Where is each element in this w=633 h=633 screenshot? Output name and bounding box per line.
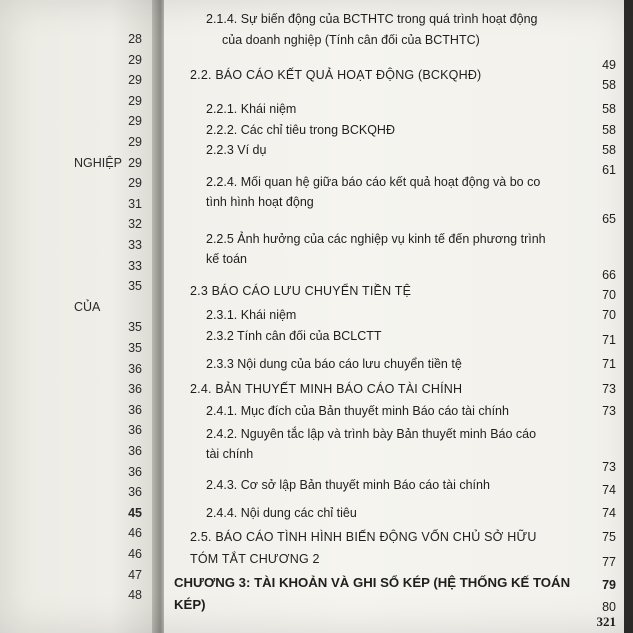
left-page-row xyxy=(0,71,152,91)
left-page-row xyxy=(0,421,152,441)
left-page-number: 45 xyxy=(128,505,142,520)
left-page-number: 46 xyxy=(128,547,142,561)
left-page-row xyxy=(0,51,152,71)
left-page-number: 36 xyxy=(128,361,142,376)
toc-entry-page: 79 xyxy=(602,578,616,592)
left-page-number: 29 xyxy=(128,52,142,67)
toc-entry-page: 77 xyxy=(602,555,616,569)
left-page-row xyxy=(0,133,152,153)
left-page-number: 36 xyxy=(128,464,142,479)
left-page-row xyxy=(0,463,152,483)
left-page-row xyxy=(0,277,152,297)
left-page-number: 29 xyxy=(128,93,142,108)
toc-entry-page: 66 xyxy=(602,268,616,282)
toc-entry-text: 2.4.4. Nội dung các chỉ tiêu xyxy=(206,506,357,520)
toc-chapter-heading: KÉP) xyxy=(174,597,206,612)
toc-entry-page: 65 xyxy=(602,212,616,226)
left-page-number: 35 xyxy=(128,279,142,294)
left-page-row xyxy=(0,298,152,318)
toc-entry-page: 58 xyxy=(602,123,616,137)
left-page-row xyxy=(0,112,152,132)
toc-entry-text: 2.2.2. Các chỉ tiêu trong BCKQHĐ xyxy=(206,123,395,137)
toc-entry-text: 2.2.4. Mối quan hệ giữa báo cáo kết quả hoạt động và bo co xyxy=(206,175,541,189)
right-page xyxy=(164,0,624,633)
left-page-number: 47 xyxy=(128,567,142,582)
left-page-row xyxy=(0,257,152,277)
toc-entry-text: tình hình hoạt động xyxy=(206,195,314,209)
left-page-row xyxy=(0,30,152,50)
left-page-fragment: NGHIỆP xyxy=(74,155,122,170)
toc-entry-text: 2.3.3 Nội dung của báo cáo lưu chuyển tiền tệ xyxy=(206,357,462,371)
toc-section-heading: 2.5. BÁO CÁO TÌNH HÌNH BIẾN ĐỘNG VỐN CHỦ SỞ HỮU xyxy=(190,530,537,544)
toc-entry-text: 2.1.4. Sự biến động của BCTHTC trong quá trình hoạt động xyxy=(206,12,538,26)
left-page-row xyxy=(0,339,152,359)
toc-entry-text: tài chính xyxy=(206,447,254,461)
left-page-number: 33 xyxy=(128,258,142,273)
left-page-row xyxy=(0,360,152,380)
toc-summary-heading: TÓM TẮT CHƯƠNG 2 xyxy=(190,552,320,566)
toc-entry-page: 74 xyxy=(602,483,616,497)
page-number: 321 xyxy=(596,614,616,629)
left-page-row xyxy=(0,524,152,544)
left-page-number: 36 xyxy=(128,485,142,500)
toc-entry-page: 58 xyxy=(602,143,616,157)
toc-entry-page: 74 xyxy=(602,506,616,520)
toc-entry-text: 2.3.1. Khái niệm xyxy=(206,308,297,322)
toc-entry-page: 61 xyxy=(602,163,616,177)
toc-entry-page: 71 xyxy=(602,357,616,371)
left-page-row xyxy=(0,504,152,524)
left-page-number: 35 xyxy=(128,320,142,335)
toc-entry-text: 2.2.3 Ví dụ xyxy=(206,143,267,157)
toc-entry-page: 70 xyxy=(602,288,616,302)
left-page-number: 29 xyxy=(128,114,142,129)
left-page-number: 29 xyxy=(128,73,142,88)
left-page-number: 35 xyxy=(128,341,142,355)
toc-section-heading: 2.2. BÁO CÁO KẾT QUẢ HOẠT ĐỘNG (BCKQHĐ) xyxy=(190,68,482,82)
left-page-number: 29 xyxy=(128,176,142,191)
left-page-row xyxy=(0,380,152,400)
left-page-number: 36 xyxy=(128,402,142,417)
left-page-row xyxy=(0,215,152,235)
toc-entry-page: 73 xyxy=(602,404,616,418)
left-page-number: 29 xyxy=(128,155,142,170)
toc-entry-page: 58 xyxy=(602,78,616,92)
left-page-row xyxy=(0,318,152,338)
left-page-number: 32 xyxy=(128,217,142,232)
toc-section-heading: 2.3 BÁO CÁO LƯU CHUYỂN TIỀN TỆ xyxy=(190,284,412,298)
left-page-number: 36 xyxy=(128,382,142,397)
left-page xyxy=(0,0,160,633)
left-page-number: 36 xyxy=(128,444,142,458)
left-page-number: 28 xyxy=(128,32,142,46)
left-page-row xyxy=(0,566,152,586)
left-page-number: 48 xyxy=(128,588,142,603)
toc-entry-text: 2.4.2. Nguyên tắc lập và trình bày Bản thuyết minh Báo cáo xyxy=(206,427,537,441)
left-page-row xyxy=(0,442,152,462)
toc-entry-page: 75 xyxy=(602,530,616,544)
left-page-row xyxy=(0,154,152,174)
left-page-row xyxy=(0,483,152,503)
left-page-row xyxy=(0,92,152,112)
left-page-number: 36 xyxy=(128,423,142,438)
toc-entry-page: 80 xyxy=(602,600,616,614)
left-page-row xyxy=(0,236,152,256)
left-page-number: 29 xyxy=(128,135,142,149)
toc-entry-page: 73 xyxy=(602,382,616,396)
left-page-number: 33 xyxy=(128,238,142,252)
left-page-row xyxy=(0,401,152,421)
toc-entry-text: 2.4.1. Mục đích của Bản thuyết minh Báo cáo tài chính xyxy=(206,404,509,418)
left-page-row xyxy=(0,586,152,606)
toc-entry-text: 2.2.5 Ảnh hưởng của các nghiệp vụ kinh tế đến phương trình xyxy=(206,232,546,246)
toc-chapter-heading: CHƯƠNG 3: TÀI KHOẢN VÀ GHI SỔ KÉP (HỆ THỐNG KẾ TOÁN xyxy=(174,575,571,590)
toc-entry-text: 2.3.2 Tính cân đối của BCLCTT xyxy=(206,329,382,343)
toc-entry-text: của doanh nghiệp (Tính cân đối của BCTHTC) xyxy=(222,33,480,47)
left-page-number: 46 xyxy=(128,526,142,541)
toc-entry-page: 58 xyxy=(602,102,616,116)
left-page-row xyxy=(0,545,152,565)
left-page-fragment: CỦA xyxy=(74,299,101,314)
toc-entry-text: 2.4.3. Cơ sở lập Bản thuyết minh Báo cáo tài chính xyxy=(206,478,490,492)
toc-entry-page: 70 xyxy=(602,308,616,322)
left-page-row xyxy=(0,174,152,194)
toc-entry-text: 2.2.1. Khái niệm xyxy=(206,102,297,116)
left-page-row xyxy=(0,195,152,215)
left-page-number: 31 xyxy=(128,196,142,211)
toc-section-heading: 2.4. BẢN THUYẾT MINH BÁO CÁO TÀI CHÍNH xyxy=(190,382,463,396)
toc-entry-page: 73 xyxy=(602,460,616,474)
toc-entry-page: 49 xyxy=(602,58,616,72)
toc-entry-text: kế toán xyxy=(206,252,248,266)
toc-entry-page: 71 xyxy=(602,333,616,347)
